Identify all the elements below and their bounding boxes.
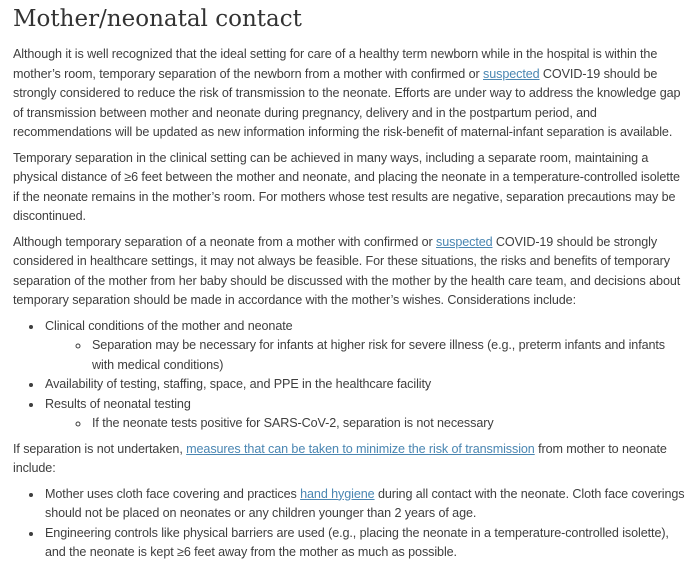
list-item: • Results of neonatal testing ◦ If the neonate tests positive for SARS-CoV-2, separation is not necessary xyxy=(43,395,687,434)
list-item: ◦ Separation may be necessary for infants at higher risk for severe illness (e.g., preterm infants and infants with medical conditions) xyxy=(90,336,687,375)
suspected-link[interactable]: suspected xyxy=(483,66,540,81)
list-item: • Availability of testing, staffing, space, and PPE in the healthcare facility xyxy=(43,375,687,395)
list-item: • Mother uses cloth face covering and practices hand hygiene during all contact with the neonate. Cloth face coverings should not be placed on neonates or any children younger than 2 years of age. xyxy=(43,485,687,524)
paragraph: Temporary separation in the clinical setting can be achieved in many ways, including a separate room, maintaining a physical distance of ≥6 feet between the mother and neonate, and placing the neonate in a temperature-controlled isolette if the neonate remains in the mother’s room. For mothers whose test results are negative, separation precautions may be discontinued. xyxy=(13,150,680,223)
paragraph: Although it is well recognized that the ideal setting for care of a healthy term newborn while in the hospital is within the mother’s room, temporary separation of the newborn from a mother with confirmed or suspected COVID-19 should be strongly considered to reduce the risk of transmission to the neonate. Efforts are under way to address the knowledge gap of transmission between mother and neonate during pregnancy, delivery and in the postpartum period, and recommendations will be updated as new information informing the risk-benefit of maternal-infant separation is available. xyxy=(13,47,681,139)
hand-hygiene-link[interactable]: hand hygiene xyxy=(300,486,375,501)
bullet-list xyxy=(45,414,687,434)
minimize-risk-link[interactable]: measures that can be taken to minimize the risk of transmission xyxy=(186,441,535,456)
paragraph: Although temporary separation of a neonate from a mother with confirmed or suspected COVID-19 should be strongly considered in healthcare settings, it may not always be feasible. For these situations, the risks and benefits of temporary separation of the mother from her baby should be discussed with the mother by the health care team, and decisions about temporary separation should be made in accordance with the mother’s wishes. Considerations include: xyxy=(13,234,681,307)
bullet-list xyxy=(13,485,687,563)
list-item: • Clinical conditions of the mother and neonate ◦ Separation may be necessary for infants at higher risk for severe illness (e.g., preterm infants and infants with medical conditions) xyxy=(43,317,687,376)
paragraph: If separation is not undertaken, measures that can be taken to minimize the risk of transmission from mother to neonate include: xyxy=(13,441,667,475)
page-title: Mother/neonatal contact xyxy=(13,6,302,32)
list-item: • Engineering controls like physical barriers are used (e.g., placing the neonate in a temperature-controlled isolette), and the neonate is kept ≥6 feet away from the mother as much as possible. xyxy=(43,524,687,563)
suspected-link[interactable]: suspected xyxy=(436,234,493,249)
bullet-list xyxy=(45,336,687,375)
bullet-list xyxy=(13,317,687,434)
list-item: ◦ If the neonate tests positive for SARS-CoV-2, separation is not necessary xyxy=(90,414,687,434)
article-body xyxy=(13,45,687,563)
